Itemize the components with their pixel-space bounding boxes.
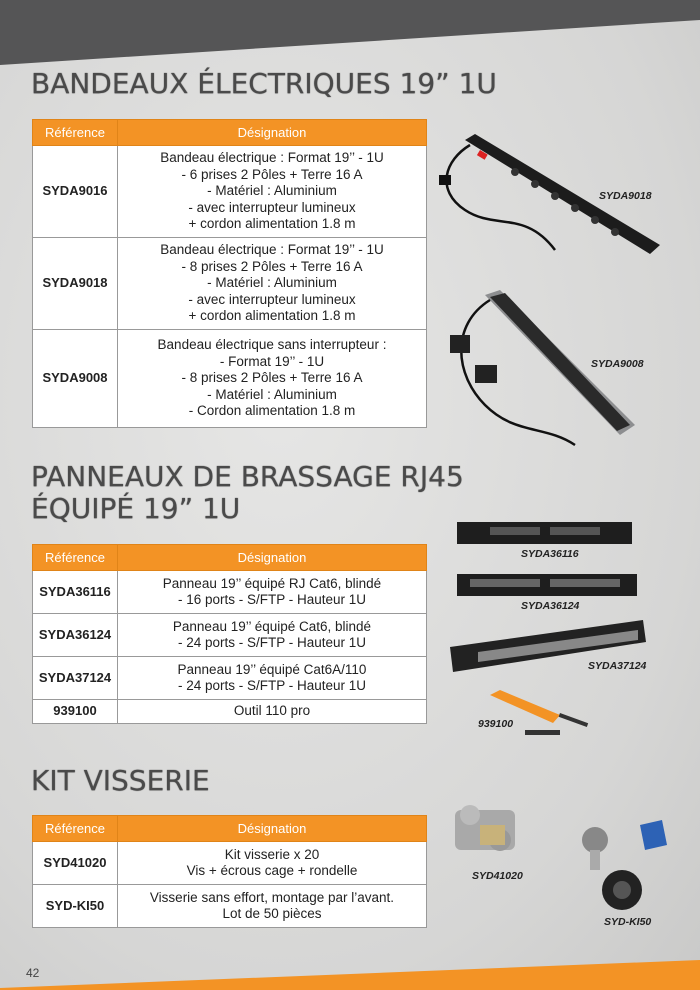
designation-line: Visserie sans effort, montage par l’avant. — [149, 889, 395, 905]
image-label: SYD41020 — [472, 870, 523, 882]
title-line: PANNEAUX DE BRASSAGE RJ45 — [31, 460, 464, 493]
screw-kit-table — [32, 815, 427, 928]
power-strip-9018-image — [435, 130, 665, 280]
designation-line: + cordon alimentation 1.8 m — [188, 308, 356, 324]
designation-line: - 8 prises 2 Pôles + Terre 16 A — [181, 370, 363, 386]
designation-line: - 6 prises 2 Pôles + Terre 16 A — [181, 166, 363, 182]
reference-cell: 939100 — [33, 700, 118, 724]
title-line: ÉQUIPÉ 19” 1U — [31, 492, 241, 525]
image-label: SYDA9008 — [591, 358, 644, 370]
header-designation: Désignation — [118, 816, 427, 842]
header-reference: Référence — [33, 120, 118, 146]
section-title-power-strips: BANDEAUX ÉLECTRIQUES 19” 1U — [31, 67, 497, 100]
designation-line: - Matériel : Aluminium — [207, 183, 337, 199]
designation-cell — [118, 238, 427, 330]
table-row — [33, 571, 427, 614]
reference-cell: SYDA9016 — [33, 146, 118, 238]
designation-line: - Format 19’’ - 1U — [219, 353, 325, 369]
table-row — [33, 614, 427, 657]
designation-cell — [118, 146, 427, 238]
patch-panels-table — [32, 544, 427, 724]
designation-cell — [118, 330, 427, 428]
section-title-patch-panels — [31, 461, 464, 525]
designation-cell — [118, 700, 427, 724]
section-title-screw-kit: KIT VISSERIE — [31, 764, 210, 797]
page-number: 42 — [26, 966, 40, 980]
table-row — [33, 700, 427, 724]
reference-cell: SYDA37124 — [33, 657, 118, 700]
image-label: SYD-KI50 — [604, 916, 652, 928]
table-row — [33, 238, 427, 330]
reference-cell: SYDA36124 — [33, 614, 118, 657]
designation-line: - 8 prises 2 Pôles + Terre 16 A — [181, 258, 363, 274]
image-label: SYDA37124 — [588, 660, 647, 672]
header-designation: Désignation — [118, 545, 427, 571]
header-designation: Désignation — [118, 120, 427, 146]
reference-cell: SYD-KI50 — [33, 885, 118, 928]
designation-line: - avec interrupteur lumineux — [188, 291, 356, 307]
table-row — [33, 657, 427, 700]
punch-down-tool-image — [485, 685, 605, 745]
designation-line: - 24 ports - S/FTP - Hauteur 1U — [177, 635, 367, 650]
designation-line: Bandeau électrique : Format 19’’ - 1U — [160, 150, 384, 166]
designation-line: Bandeau électrique sans interrupteur : — [157, 337, 387, 353]
screw-kit-images — [440, 795, 680, 915]
designation-line: - Matériel : Aluminium — [207, 386, 337, 402]
patch-panel-36124-image — [455, 570, 640, 600]
power-strips-table — [32, 119, 427, 428]
table-row — [33, 842, 427, 885]
header-reference: Référence — [33, 816, 118, 842]
image-label: SYDA36116 — [521, 548, 579, 560]
reference-cell: SYDA36116 — [33, 571, 118, 614]
reference-cell: SYD41020 — [33, 842, 118, 885]
designation-line: - 24 ports - S/FTP - Hauteur 1U — [177, 678, 367, 693]
designation-cell — [118, 571, 427, 614]
designation-line: Panneau 19’’ équipé Cat6, blindé — [172, 618, 372, 634]
designation-line: - avec interrupteur lumineux — [188, 199, 356, 215]
designation-line: - 16 ports - S/FTP - Hauteur 1U — [177, 592, 367, 607]
designation-line: Panneau 19’’ équipé RJ Cat6, blindé — [162, 575, 382, 591]
designation-line: - Cordon alimentation 1.8 m — [188, 403, 356, 419]
header-reference: Référence — [33, 545, 118, 571]
designation-line: Bandeau électrique : Format 19’’ - 1U — [160, 242, 384, 258]
designation-line: + cordon alimentation 1.8 m — [188, 216, 356, 232]
designation-line: Panneau 19’’ équipé Cat6A/110 — [177, 661, 367, 677]
table-row — [33, 330, 427, 428]
image-label: SYDA36124 — [521, 600, 580, 612]
image-label: SYDA9018 — [599, 190, 652, 202]
designation-cell — [118, 614, 427, 657]
designation-cell — [118, 842, 427, 885]
designation-line: Vis + écrous cage + rondelle — [186, 863, 358, 878]
patch-panel-36116-image — [455, 518, 635, 548]
designation-cell — [118, 885, 427, 928]
designation-line: Kit visserie x 20 — [224, 846, 320, 862]
reference-cell: SYDA9018 — [33, 238, 118, 330]
designation-line: Outil 110 pro — [233, 703, 311, 719]
designation-line: Lot de 50 pièces — [222, 906, 322, 921]
table-row — [33, 146, 427, 238]
table-row — [33, 885, 427, 928]
image-label: 939100 — [478, 718, 514, 730]
designation-line: - Matériel : Aluminium — [207, 275, 337, 291]
designation-cell — [118, 657, 427, 700]
reference-cell: SYDA9008 — [33, 330, 118, 428]
